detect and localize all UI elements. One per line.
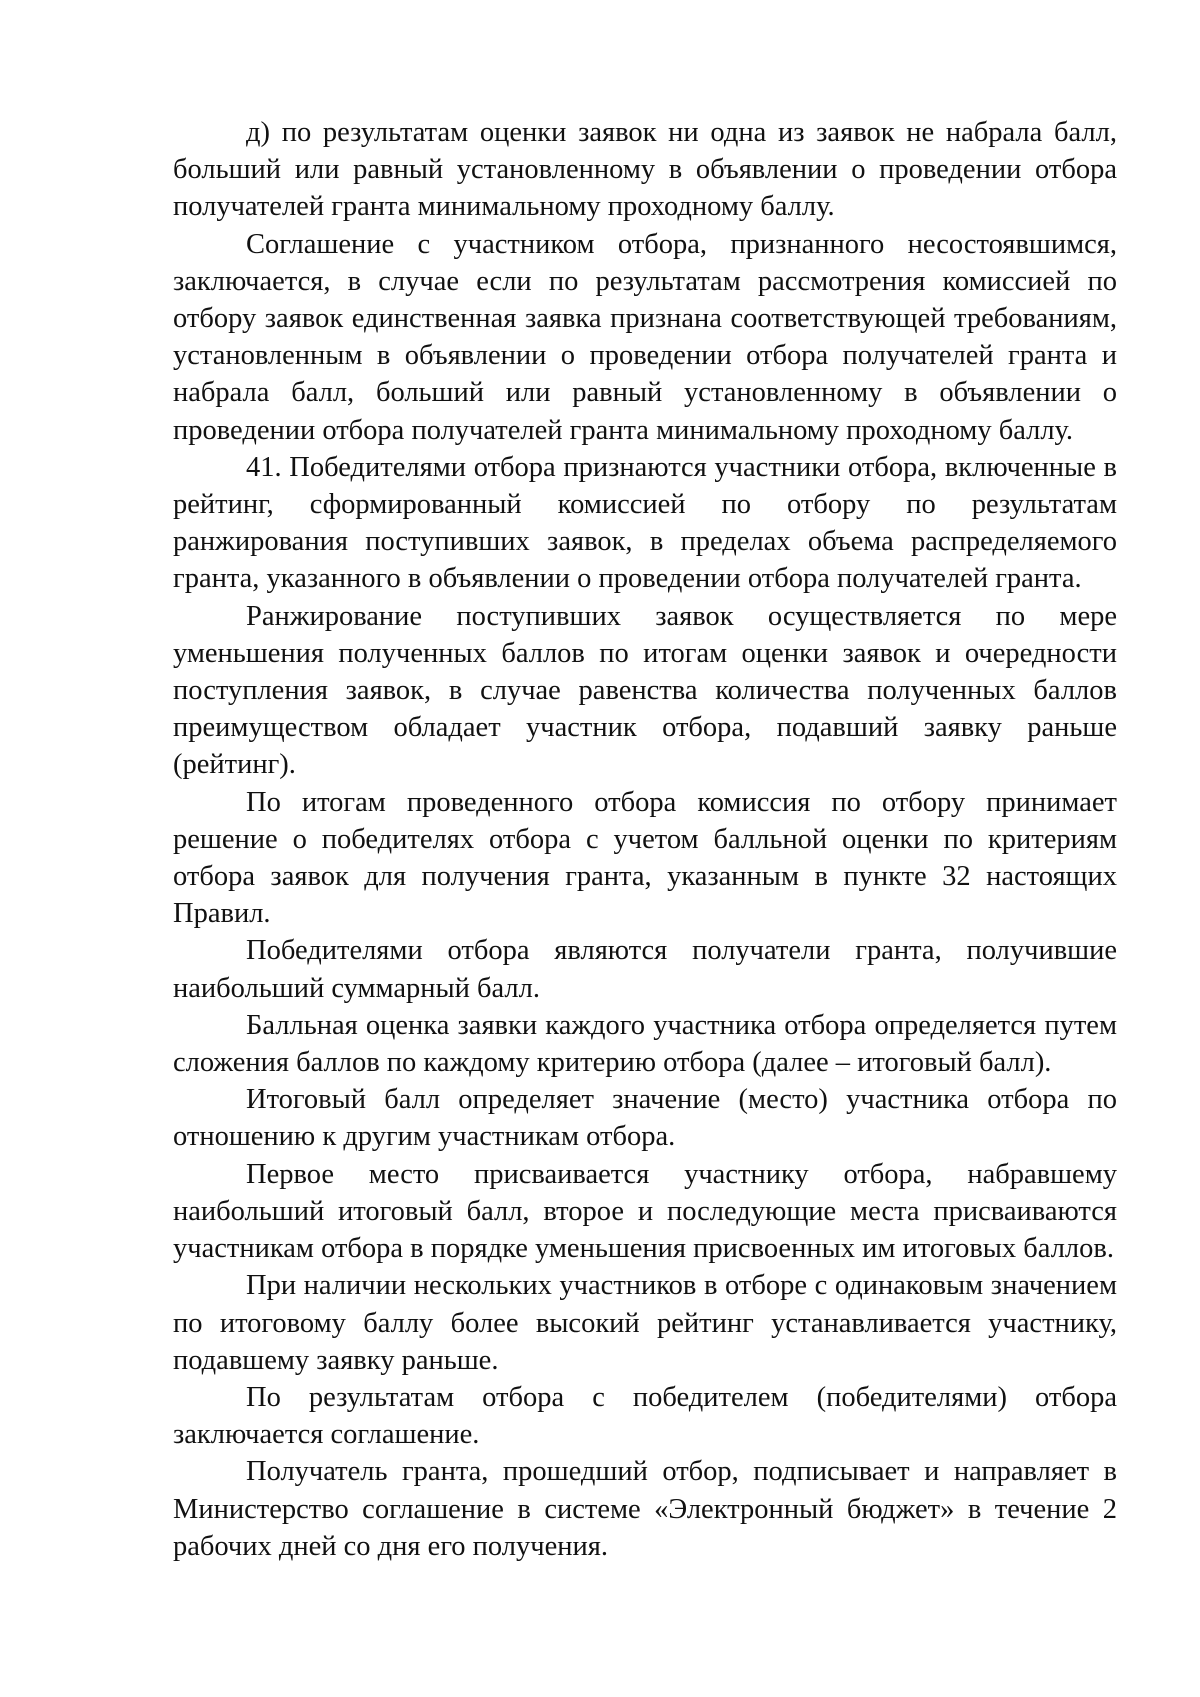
paragraph-d-failed-selection: д) по результатам оценки заявок ни одна из заявок не набрала балл, больший или равный установленному в объявлении о проведении отбора получателей гранта минимальному проходному баллу. xyxy=(173,117,1117,223)
paragraph-score-calculation: Балльная оценка заявки каждого участника отбора определяется путем сложения баллов по каждому критерию отбора (далее – итоговый балл). xyxy=(173,1009,1117,1079)
paragraph-place-assignment: Первое место присваивается участнику отбора, набравшему наибольший итоговый балл, второе и последующие места присваиваются участникам отбора в порядке уменьшения присвоенных им итоговых баллов. xyxy=(173,1158,1117,1265)
paragraph-agreement-single-participant: Соглашение с участником отбора, признанного несостоявшимся, заключается, в случае если по результатам рассмотрения комиссией по отбору заявок единственная заявка признана соответствующей требованиям, установленным в объявлении о проведении отбора получателей гранта и набрала балл, больший или равный установленному в объявлении о проведении отбора получателей гранта минимальному проходному баллу. xyxy=(173,228,1117,446)
paragraph-winners-definition: Победителями отбора являются получатели гранта, получившие наибольший суммарный балл. xyxy=(173,935,1117,1004)
paragraph-equal-score: При наличии нескольких участников в отборе с одинаковым значением по итоговому баллу более высокий рейтинг устанавливается участнику, подавшему заявку раньше. xyxy=(173,1270,1117,1376)
document-body xyxy=(173,114,1117,1565)
paragraph-grant-recipient-signing: Получатель гранта, прошедший отбор, подписывает и направляет в Министерство соглашение в системе «Электронный бюджет» в течение 2 рабочих дней со дня его получения. xyxy=(173,1456,1117,1562)
paragraph-agreement-conclusion: По результатам отбора с победителем (победителями) отбора заключается соглашение. xyxy=(173,1381,1117,1451)
paragraph-final-score-place: Итоговый балл определяет значение (место) участника отбора по отношению к другим участникам отбора. xyxy=(173,1084,1117,1153)
paragraph-41-winners: 41. Победителями отбора признаются участники отбора, включенные в рейтинг, сформированный комиссией по отбору по результатам ранжирования поступивших заявок, в пределах объема распределяемого гранта, указанного в объявлении о проведении отбора получателей гранта. xyxy=(173,451,1117,595)
paragraph-ranking: Ранжирование поступивших заявок осуществляется по мере уменьшения полученных баллов по итогам оценки заявок и очередности поступления заявок, в случае равенства количества полученных баллов преимуществом обладает участник отбора, подавший заявку раньше (рейтинг). xyxy=(173,600,1117,781)
paragraph-commission-decision: По итогам проведенного отбора комиссия по отбору принимает решение о победителях отбора с учетом балльной оценки по критериям отбора заявок для получения гранта, указанным в пункте 32 настоящих Правил. xyxy=(173,786,1117,930)
